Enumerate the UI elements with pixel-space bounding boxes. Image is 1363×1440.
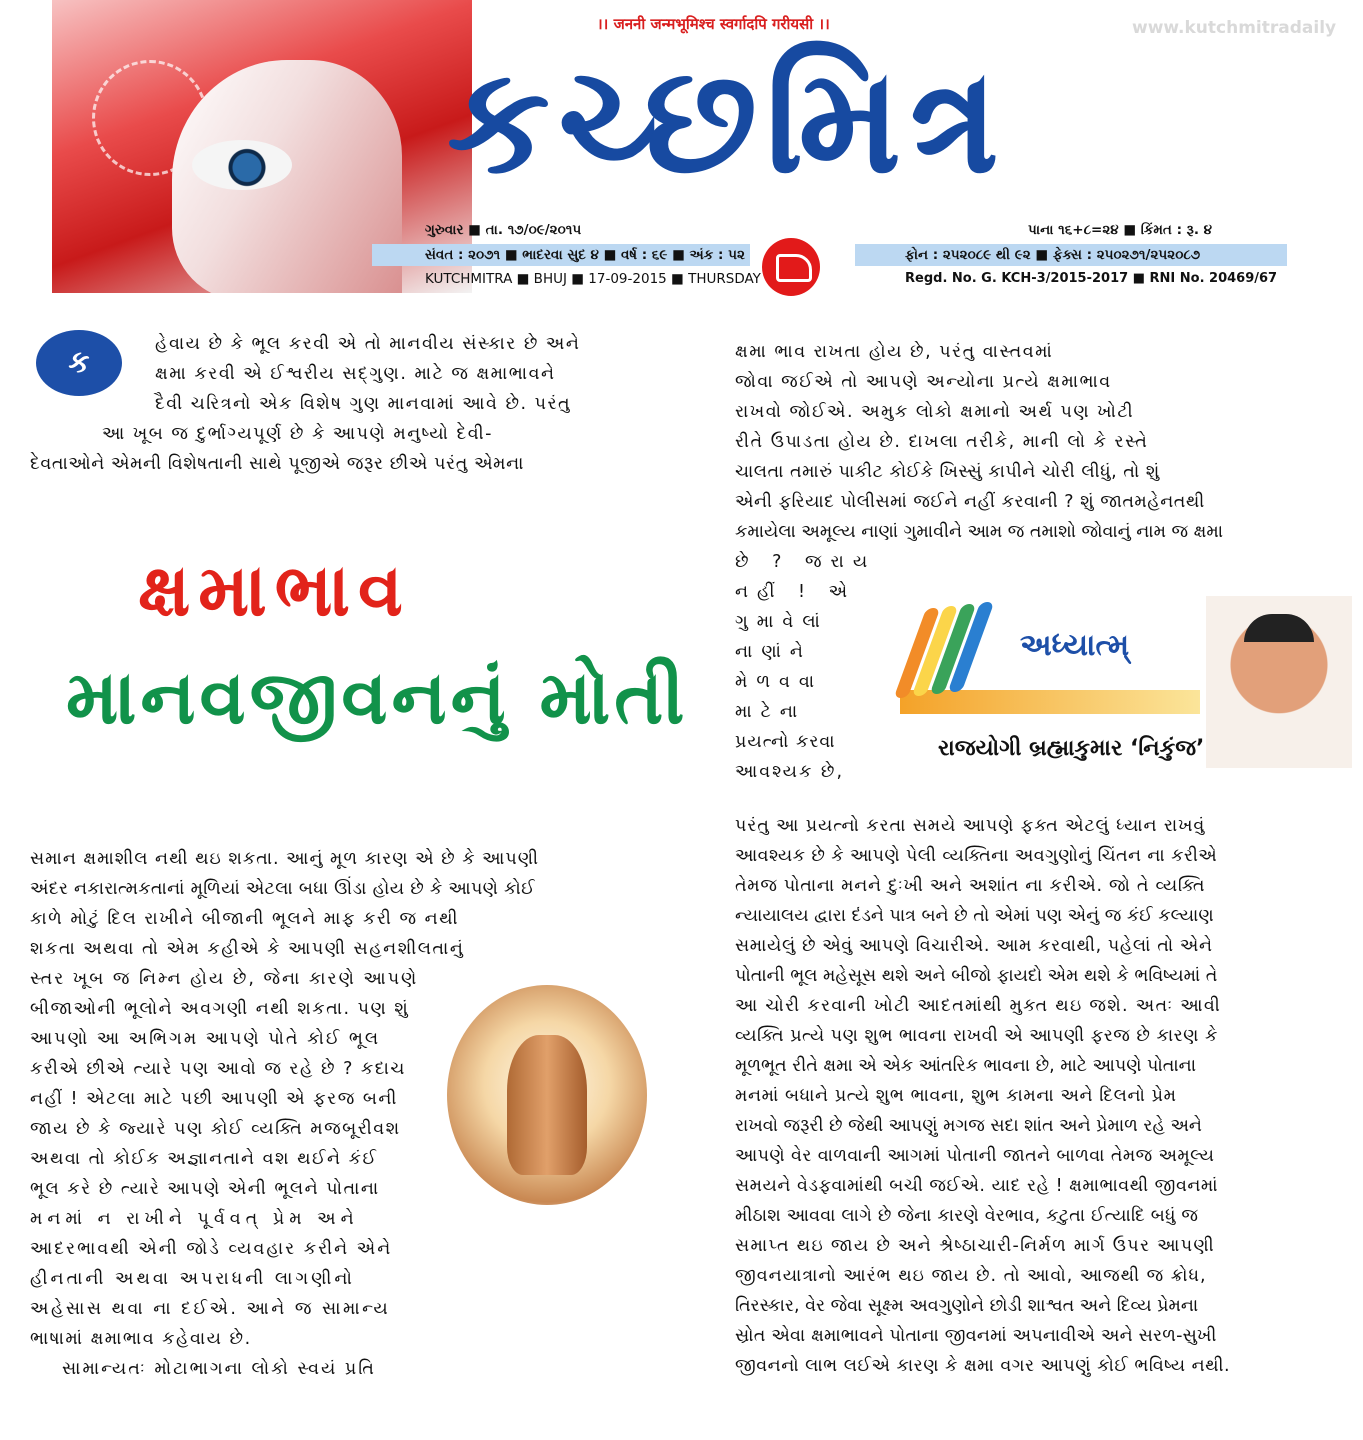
- body-line: કમાયેલા અમૂલ્ય નાણાં ગુમાવીને આમ જ તમાશો જોવાનું નામ જ ક્ષમા: [735, 522, 1223, 542]
- body-line: મનમાં બધાને પ્રત્યે શુભ ભાવના, શુભ કામના અને દિલનો પ્રેમ: [735, 1086, 1177, 1106]
- body-line: નહીં ! એ: [735, 582, 857, 602]
- body-line: ચાલતા તમારું પાકીટ કોઈકે ખિસ્સું કાપીને ચોરી લીધું, તો શું: [735, 462, 1160, 482]
- body-line: ન્યાયાલય દ્વારા દંડને પાત્ર બને છે તો એમાં પણ એનું જ કંઈ કલ્યાણ: [735, 906, 1214, 926]
- body-line: સમાયેલું છે એવું આપણે વિચારીએ. આમ કરવાથી, પહેલાં તો એને: [735, 936, 1213, 956]
- body-line: ગુમાવેલાં: [735, 612, 829, 632]
- body-line: સ્રોત એવા ક્ષમાભાવને પોતાના જીવનમાં અપનાવીએ અને સરળ-સુખી: [735, 1326, 1217, 1346]
- body-line: એની ફરિયાદ પોલીસમાં જઈને નહીં કરવાની ? શું જાતમહેનતથી: [735, 492, 1205, 512]
- english-line: KUTCHMITRA ■ BHUJ ■ 17-09-2015 ■ THURSDAY: [425, 271, 761, 287]
- praying-hands-image: [447, 985, 647, 1205]
- body-line: અહેસાસ થવા ના દઈએ. આને જ સામાન્ય: [30, 1299, 391, 1319]
- body-line: ક્ષમા ભાવ રાખતા હોય છે, પરંતુ વાસ્તવમાં: [735, 342, 1054, 362]
- author-photo: [1206, 596, 1352, 768]
- body-line: જીવનનો લાભ લઈએ કારણ કે ક્ષમા વગર આપણું કોઈ ભવિષ્ય નથી.: [735, 1356, 1231, 1376]
- pages-price: પાના ૧૬+૮=૨૪ ■ કિંમત : રૂ. ૪: [1028, 222, 1213, 238]
- body-line: ભાષામાં ક્ષમાભાવ કહેવાય છે.: [30, 1329, 252, 1349]
- body-line: સમયને વેડફવામાંથી બચી જઈએ. યાદ રહે ! ક્ષમાભાવથી જીવનમાં: [735, 1176, 1219, 1196]
- intro-line: દૈવી ચરિત્રનો એક વિશેષ ગુણ માનવામાં આવે છે. પરંતુ: [155, 394, 572, 414]
- kutchmitra-logo-icon: [762, 238, 820, 296]
- body-line: પોતાની ભૂલ મહેસૂસ થશે અને બીજો ફાયદો એમ થશે કે ભવિષ્યમાં તે: [735, 966, 1218, 986]
- ganesha-eye: [192, 140, 292, 190]
- body-line: સ્તર ખૂબ જ નિમ્ન હોય છે, જેના કારણે આપણે: [30, 969, 419, 989]
- body-line: અંદર નકારાત્મકતાનાં મૂળિયાં એટલા બધા ઊંડા હોય છે કે આપણે કોઈ: [30, 879, 535, 899]
- intro-line: ક્ષમા કરવી એ ઈશ્વરીય સદ્ગુણ. માટે જ ક્ષમાભાવને: [155, 364, 556, 384]
- body-line: આપણો આ અભિગમ આપણે પોતે કોઈ ભૂલ: [30, 1029, 381, 1049]
- body-line: મેળવવા: [735, 672, 824, 692]
- author-name: રાજયોગી બ્રહ્માકુમાર ‘નિકુંજ’: [938, 736, 1205, 761]
- masthead-motto: ।। जननी जन्मभूमिश्च स्वर्गादपि गरीयसी ।।: [597, 15, 830, 33]
- intro-line: દેવતાઓને એમની વિશેષતાની સાથે પૂજીએ જરૂર છીએ પરંતુ એમના: [30, 454, 525, 474]
- masthead-website[interactable]: www.kutchmitradaily: [1132, 18, 1337, 38]
- body-line: આવશ્યક છે,: [735, 762, 845, 782]
- body-line: વ્યક્તિ પ્રત્યે પણ શુભ ભાવના રાખવી એ આપણી ફરજ છે કારણ કે: [735, 1026, 1218, 1046]
- body-line: આ ચોરી કરવાની ખોટી આદતમાંથી મુક્ત થઇ જશે. અતઃ આવી: [735, 996, 1222, 1016]
- column-label: અધ્યાત્મ્: [1020, 628, 1130, 663]
- body-line: કરીએ છીએ ત્યારે પણ આવો જ રહે છે ? કદાચ: [30, 1059, 406, 1079]
- body-line: રીતે ઉપાડતા હોય છે. દાખલા તરીકે, માની લો કે રસ્તે: [735, 432, 1149, 452]
- body-line: બીજાઓની ભૂલોને અવગણી નથી શકતા. પણ શું: [30, 999, 410, 1019]
- newspaper-title: કચ્છમિત્ર: [447, 36, 1008, 206]
- body-line: શકતા અથવા તો એમ કહીએ કે આપણી સહનશીલતાનું: [30, 939, 465, 959]
- body-line: માટેના: [735, 702, 807, 722]
- body-line: સામાન્યતઃ મોટાભાગના લોકો સ્વયં પ્રતિ: [62, 1359, 376, 1379]
- body-line: પ્રયત્નો કરવા: [735, 732, 836, 752]
- phone-fax-line: ફોન : ૨૫૨૦૮૯ થી ૯૨ ■ ફેક્સ : ૨૫૦૨૭૧/૨૫૨૦૮૭: [905, 247, 1201, 263]
- body-line: રાખવો જોઈએ. અમુક લોકો ક્ષમાનો અર્થ પણ ખોટી: [735, 402, 1135, 422]
- body-line: તિરસ્કાર, વેર જેવા સૂક્ષ્મ અવગુણોને છોડી શાશ્વત અને દિવ્ય પ્રેમના: [735, 1296, 1199, 1316]
- body-line: આદરભાવથી એની જોડે વ્યવહાર કરીને એને: [30, 1239, 393, 1259]
- samvat-line: સંવત : ૨૦૭૧ ■ ભાદરવા સુદ ૪ ■ વર્ષ : ૬૯ ■ અંક : ૫૨: [425, 247, 745, 263]
- body-line: મૂળભૂત રીતે ક્ષમા એ એક આંતરિક ભાવના છે, માટે આપણે પોતાના: [735, 1056, 1196, 1076]
- body-line: પરંતુ આ પ્રયત્નો કરતા સમયે આપણે ફક્ત એટલું ધ્યાન રાખવું: [735, 816, 1206, 836]
- body-line: નાણાંને: [735, 642, 812, 662]
- body-line: જાય છે કે જ્યારે પણ કોઈ વ્યક્તિ મજબૂરીવશ: [30, 1119, 401, 1139]
- body-line: અથવા તો કોઈક અજ્ઞાનતાને વશ થઈને કંઈ: [30, 1149, 378, 1169]
- intro-line: આ ખૂબ જ દુર્ભાગ્યપૂર્ણ છે કે આપણે મનુષ્યો દેવી-: [102, 424, 493, 444]
- body-line: સમાપ્ત થઇ જાય છે અને શ્રેષ્ઠાચારી-નિર્મળ માર્ગ ઉપર આપણી: [735, 1236, 1215, 1256]
- column-flag-icon: [900, 598, 986, 716]
- body-line: મનમાં ન રાખીને પૂર્વવત્ પ્રેમ અને: [30, 1209, 359, 1229]
- body-line: કાળે મોટું દિલ રાખીને બીજાની ભૂલને માફ કરી જ નથી: [30, 909, 460, 929]
- body-line: રાખવો જરૂરી છે જેથી આપણું મગજ સદા શાંત અને પ્રેમાળ રહે અને: [735, 1116, 1202, 1136]
- headline-primary: ક્ષમાભાવ: [138, 548, 411, 632]
- body-line: જોવા જઈએ તો આપણે અન્યોના પ્રત્યે ક્ષમાભાવ: [735, 372, 1112, 392]
- body-line: સમાન ક્ષમાશીલ નથી થઇ શકતા. આનું મૂળ કારણ એ છે કે આપણી: [30, 849, 540, 869]
- body-line: જીવનયાત્રાનો આરંભ થઇ જાય છે. તો આવો, આજથી જ ક્રોધ,: [735, 1266, 1207, 1286]
- body-line: નહીં ! એટલા માટે પછી આપણી એ ફરજ બની: [30, 1089, 398, 1109]
- headline-secondary: માનવજીવનનું મોતી: [66, 655, 689, 741]
- body-line: આપણે વેર વાળવાની આગમાં પોતાની જાતને બાળવા તેમજ અમૂલ્ય: [735, 1146, 1215, 1166]
- intro-line: હેવાય છે કે ભૂલ કરવી એ તો માનવીય સંસ્કાર છે અને: [155, 334, 581, 354]
- body-line: છે ? જરાય: [735, 552, 877, 572]
- regd-line: Regd. No. G. KCH-3/2015-2017 ■ RNI No. 20469/67: [905, 271, 1278, 286]
- body-line: ભૂલ કરે છે ત્યારે આપણે એની ભૂલને પોતાના: [30, 1179, 380, 1199]
- body-line: મીઠાશ આવવા લાગે છે જેના કારણે વેરભાવ, કટુતા ઈત્યાદિ બધું જ: [735, 1206, 1199, 1226]
- drop-cap: ક: [36, 330, 122, 396]
- date-line: ગુરુવાર ■ તા. ૧૭/૦૯/૨૦૧૫: [425, 222, 582, 238]
- body-line: હીનતાની અથવા અપરાધની લાગણીનો: [30, 1269, 355, 1289]
- body-line: તેમજ પોતાના મનને દુઃખી અને અશાંત ના કરીએ. જો તે વ્યક્તિ: [735, 876, 1206, 896]
- body-line: આવશ્યક છે કે આપણે પેલી વ્યક્તિના અવગુણોનું ચિંતન ના કરીએ: [735, 846, 1218, 866]
